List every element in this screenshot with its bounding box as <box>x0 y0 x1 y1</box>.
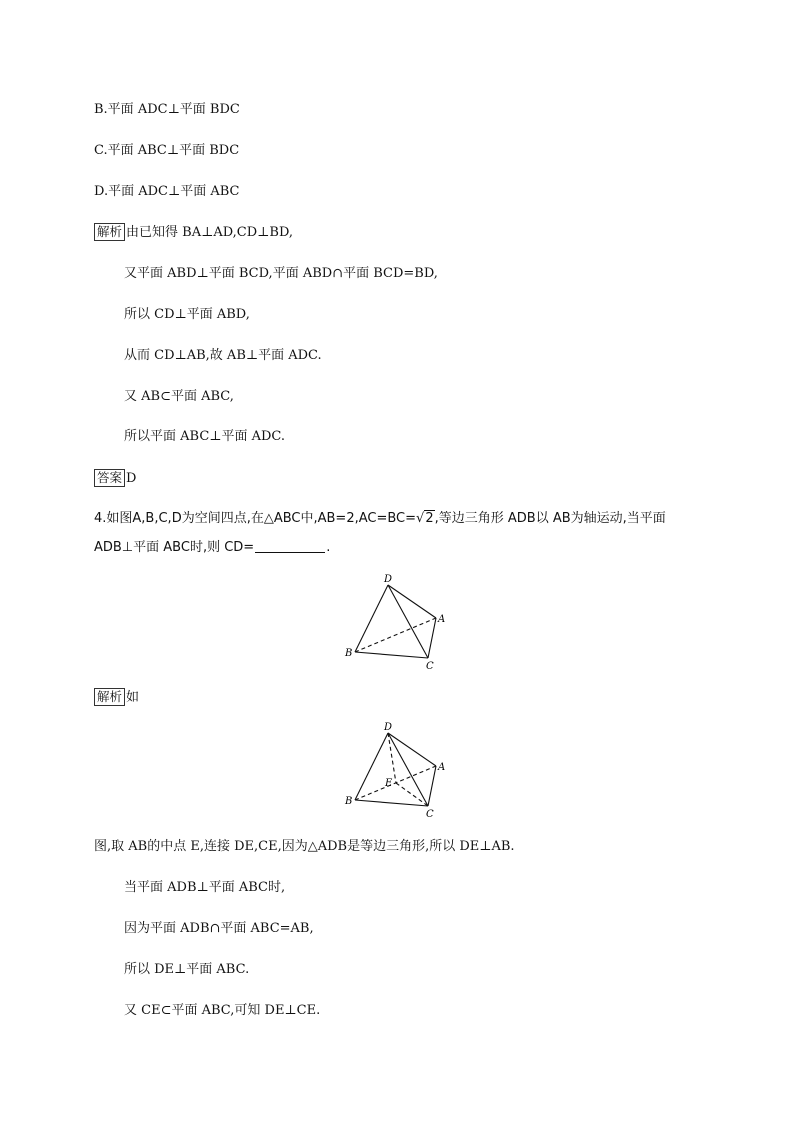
q3-solution-line: 所以 CD⊥平面 ABD, <box>124 307 250 322</box>
q4-text-line2: ADB⊥平面 ABC时,则 CD= <box>94 540 255 555</box>
q3-solution-line: 所以平面 ABC⊥平面 ADC. <box>124 429 286 444</box>
q4-solution-line: 所以 DE⊥平面 ABC. <box>124 962 250 977</box>
q3-answer <box>94 469 136 488</box>
edge-db <box>355 733 388 800</box>
option-c: C.平面 ABC⊥平面 BDC <box>94 143 240 158</box>
q3-solution-line: 又 AB⊂平面 ABC, <box>124 389 234 404</box>
option-b: B.平面 ADC⊥平面 BDC <box>94 102 240 117</box>
solution-tag: 解析 <box>94 223 125 241</box>
label-e: E <box>385 778 393 789</box>
q4-solution-line: 当平面 ADB⊥平面 ABC时, <box>124 880 286 895</box>
q3-solution-line: 从而 CD⊥AB,故 AB⊥平面 ADC. <box>124 348 322 363</box>
tetrahedron-figure-2 <box>340 718 460 823</box>
q3-solution-text: 由已知得 BA⊥AD,CD⊥BD, <box>126 225 294 240</box>
edge-da <box>388 585 436 618</box>
q4-question-line-2 <box>94 539 330 557</box>
q3-solution-line: 又平面 ABD⊥平面 BCD,平面 ABD∩平面 BCD=BD, <box>124 266 438 281</box>
q4-text-end: . <box>326 540 331 555</box>
answer-value: D <box>126 471 137 486</box>
edge-da <box>388 733 436 766</box>
edge-bc <box>355 800 428 806</box>
edge-ac <box>428 618 436 658</box>
sqrt-radicand: 2 <box>425 511 434 526</box>
edge-bc <box>355 652 428 658</box>
label-a: A <box>438 614 446 625</box>
q4-text-part2: ,等边三角形 ADB以 AB为轴运动,当平面 <box>434 511 666 526</box>
edge-ba-hidden <box>355 618 436 652</box>
q4-text-part1: 4.如图A,B,C,D为空间四点,在△ABC中,AB=2,AC=BC= <box>94 511 417 526</box>
option-d: D.平面 ADC⊥平面 ABC <box>94 184 240 199</box>
solution-tag: 解析 <box>94 688 125 706</box>
sqrt-expression: √2 <box>416 511 434 526</box>
label-a: A <box>438 762 446 773</box>
label-d: D <box>384 574 393 585</box>
label-c: C <box>426 661 434 672</box>
q4-solution-line: 又 CE⊂平面 ABC,可知 DE⊥CE. <box>124 1003 321 1018</box>
q4-solution-line: 因为平面 ADB∩平面 ABC=AB, <box>124 921 314 936</box>
q4-solution-first-line <box>94 688 139 707</box>
answer-tag: 答案 <box>94 469 125 487</box>
q4-question-line-1 <box>94 510 666 528</box>
edge-db <box>355 585 388 652</box>
q4-solution-text: 如 <box>126 690 140 705</box>
answer-blank <box>255 539 325 553</box>
q3-solution-first-line <box>94 223 293 242</box>
label-b: B <box>345 796 353 807</box>
q4-solution-after-figure: 图,取 AB的中点 E,连接 DE,CE,因为△ADB是等边三角形,所以 DE⊥AB. <box>94 839 515 854</box>
label-c: C <box>426 809 434 820</box>
tetrahedron-figure-1 <box>340 570 460 675</box>
edge-dc <box>388 585 428 658</box>
edge-ec-hidden <box>396 783 428 806</box>
label-b: B <box>345 648 353 659</box>
edge-ac <box>428 766 436 806</box>
label-d: D <box>384 722 393 733</box>
